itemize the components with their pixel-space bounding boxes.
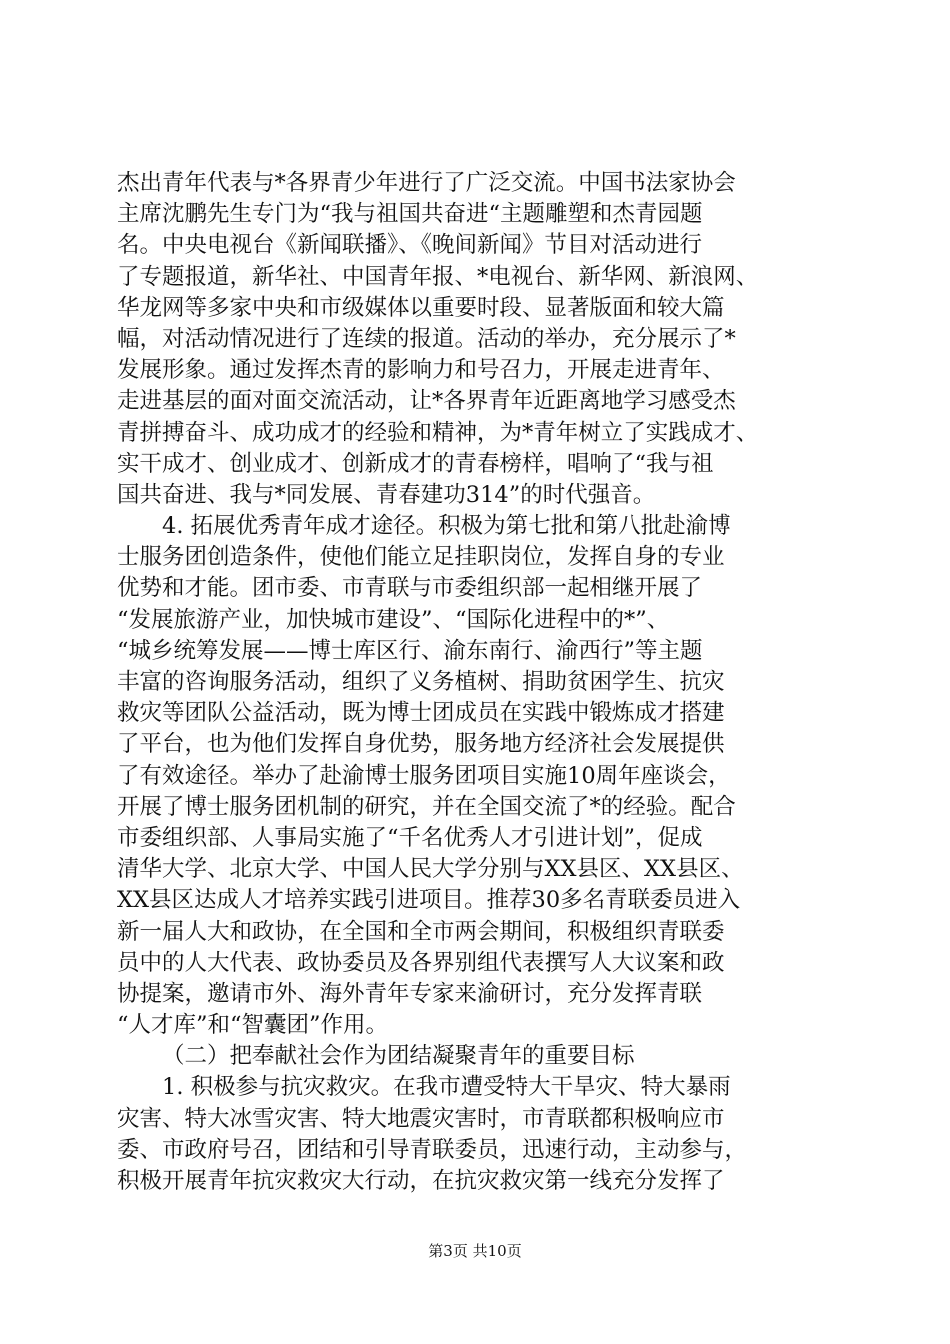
text-line: 新一届人大和政协，在全国和全市两会期间，积极组织青联委 — [117, 918, 725, 945]
text-line: 委、市政府号召，团结和引导青联委员，迅速行动，主动参与， — [117, 1136, 748, 1163]
text-line: 丰富的咨询服务活动，组织了义务植树、捐助贫困学生、抗灾 — [117, 669, 725, 695]
text-line: 发展形象。通过发挥杰青的影响力和号召力，开展走进青年、 — [117, 357, 725, 384]
text-line: 主席沈鹏先生专门为“我与祖国共奋进“主题雕塑和杰青园题 — [117, 201, 703, 228]
text-line: 1. 积极参与抗灾救灾。在我市遭受特大干旱灾、特大暴雨 — [162, 1074, 731, 1101]
text-line: 了专题报道，新华社、中国青年报、*电视台、新华网、新浪网、 — [117, 263, 759, 290]
text-line: 华龙网等多家中央和市级媒体以重要时段、显著版面和较大篇 — [117, 294, 725, 321]
text-line: 名。中央电视台《新闻联播》、《晚间新闻》节目对活动进行 — [117, 232, 703, 259]
text-line: 了有效途径。举办了赴渝博士服务团项目实施10周年座谈会， — [117, 762, 731, 789]
text-line: 了平台，也为他们发挥自身优势，服务地方经济社会发展提供 — [117, 731, 725, 758]
text-line: 4. 拓展优秀青年成才途径。积极为第七批和第八批赴渝博 — [162, 513, 731, 540]
text-line: 灾害、特大冰雪灾害、特大地震灾害时，市青联都积极响应市 — [117, 1105, 725, 1132]
text-line: 幅，对活动情况进行了连续的报道。活动的举办，充分展示了* — [117, 325, 736, 352]
text-line: 市委组织部、人事局实施了“千名优秀人才引进计划”，促成 — [117, 824, 703, 851]
text-line: 走进基层的面对面交流活动，让*各界青年近距离地学习感受杰 — [117, 388, 736, 415]
text-line: 清华大学、北京大学、中国人民大学分别与XX县区、XX县区、 — [117, 856, 744, 883]
text-line: “发展旅游产业，加快城市建设”、“国际化进程中的*”、 — [117, 606, 670, 633]
text-line: 实干成才、创业成才、创新成才的青春榜样，唱响了“我与祖 — [117, 450, 714, 477]
text-line: 开展了博士服务团机制的研究，并在全国交流了*的经验。配合 — [117, 793, 736, 820]
text-line: 国共奋进、我与*同发展、青春建功314”的时代强音。 — [117, 481, 656, 508]
document-body — [117, 168, 837, 1197]
page-footer: 第3页 共10页 — [428, 1242, 522, 1260]
text-line: 协提案，邀请市外、海外青年专家来渝研讨，充分发挥青联 — [117, 980, 703, 1007]
text-line: 杰出青年代表与*各界青少年进行了广泛交流。中国书法家协会 — [117, 170, 736, 196]
text-line: 优势和才能。团市委、市青联与市委组织部一起相继开展了 — [117, 575, 703, 602]
text-line: XX县区达成人才培养实践引进项目。推荐30多名青联委员进入 — [117, 887, 741, 914]
text-line: “城乡统筹发展——博士库区行、渝东南行、渝西行”等主题 — [117, 637, 703, 664]
text-line: （二）把奉献社会作为团结凝聚青年的重要目标 — [162, 1043, 635, 1070]
text-line: 士服务团创造条件，使他们能立足挂职岗位，发挥自身的专业 — [117, 544, 725, 571]
text-line: 员中的人大代表、政协委员及各界别组代表撰写人大议案和政 — [117, 949, 725, 976]
text-line: 积极开展青年抗灾救灾大行动，在抗灾救灾第一线充分发挥了 — [117, 1168, 725, 1194]
text-line: 青拼搏奋斗、成功成才的经验和精神，为*青年树立了实践成才、 — [117, 419, 759, 446]
text-line: “人才库”和“智囊团”作用。 — [117, 1012, 389, 1039]
text-line: 救灾等团队公益活动，既为博士团成员在实践中锻炼成才搭建 — [117, 700, 725, 727]
